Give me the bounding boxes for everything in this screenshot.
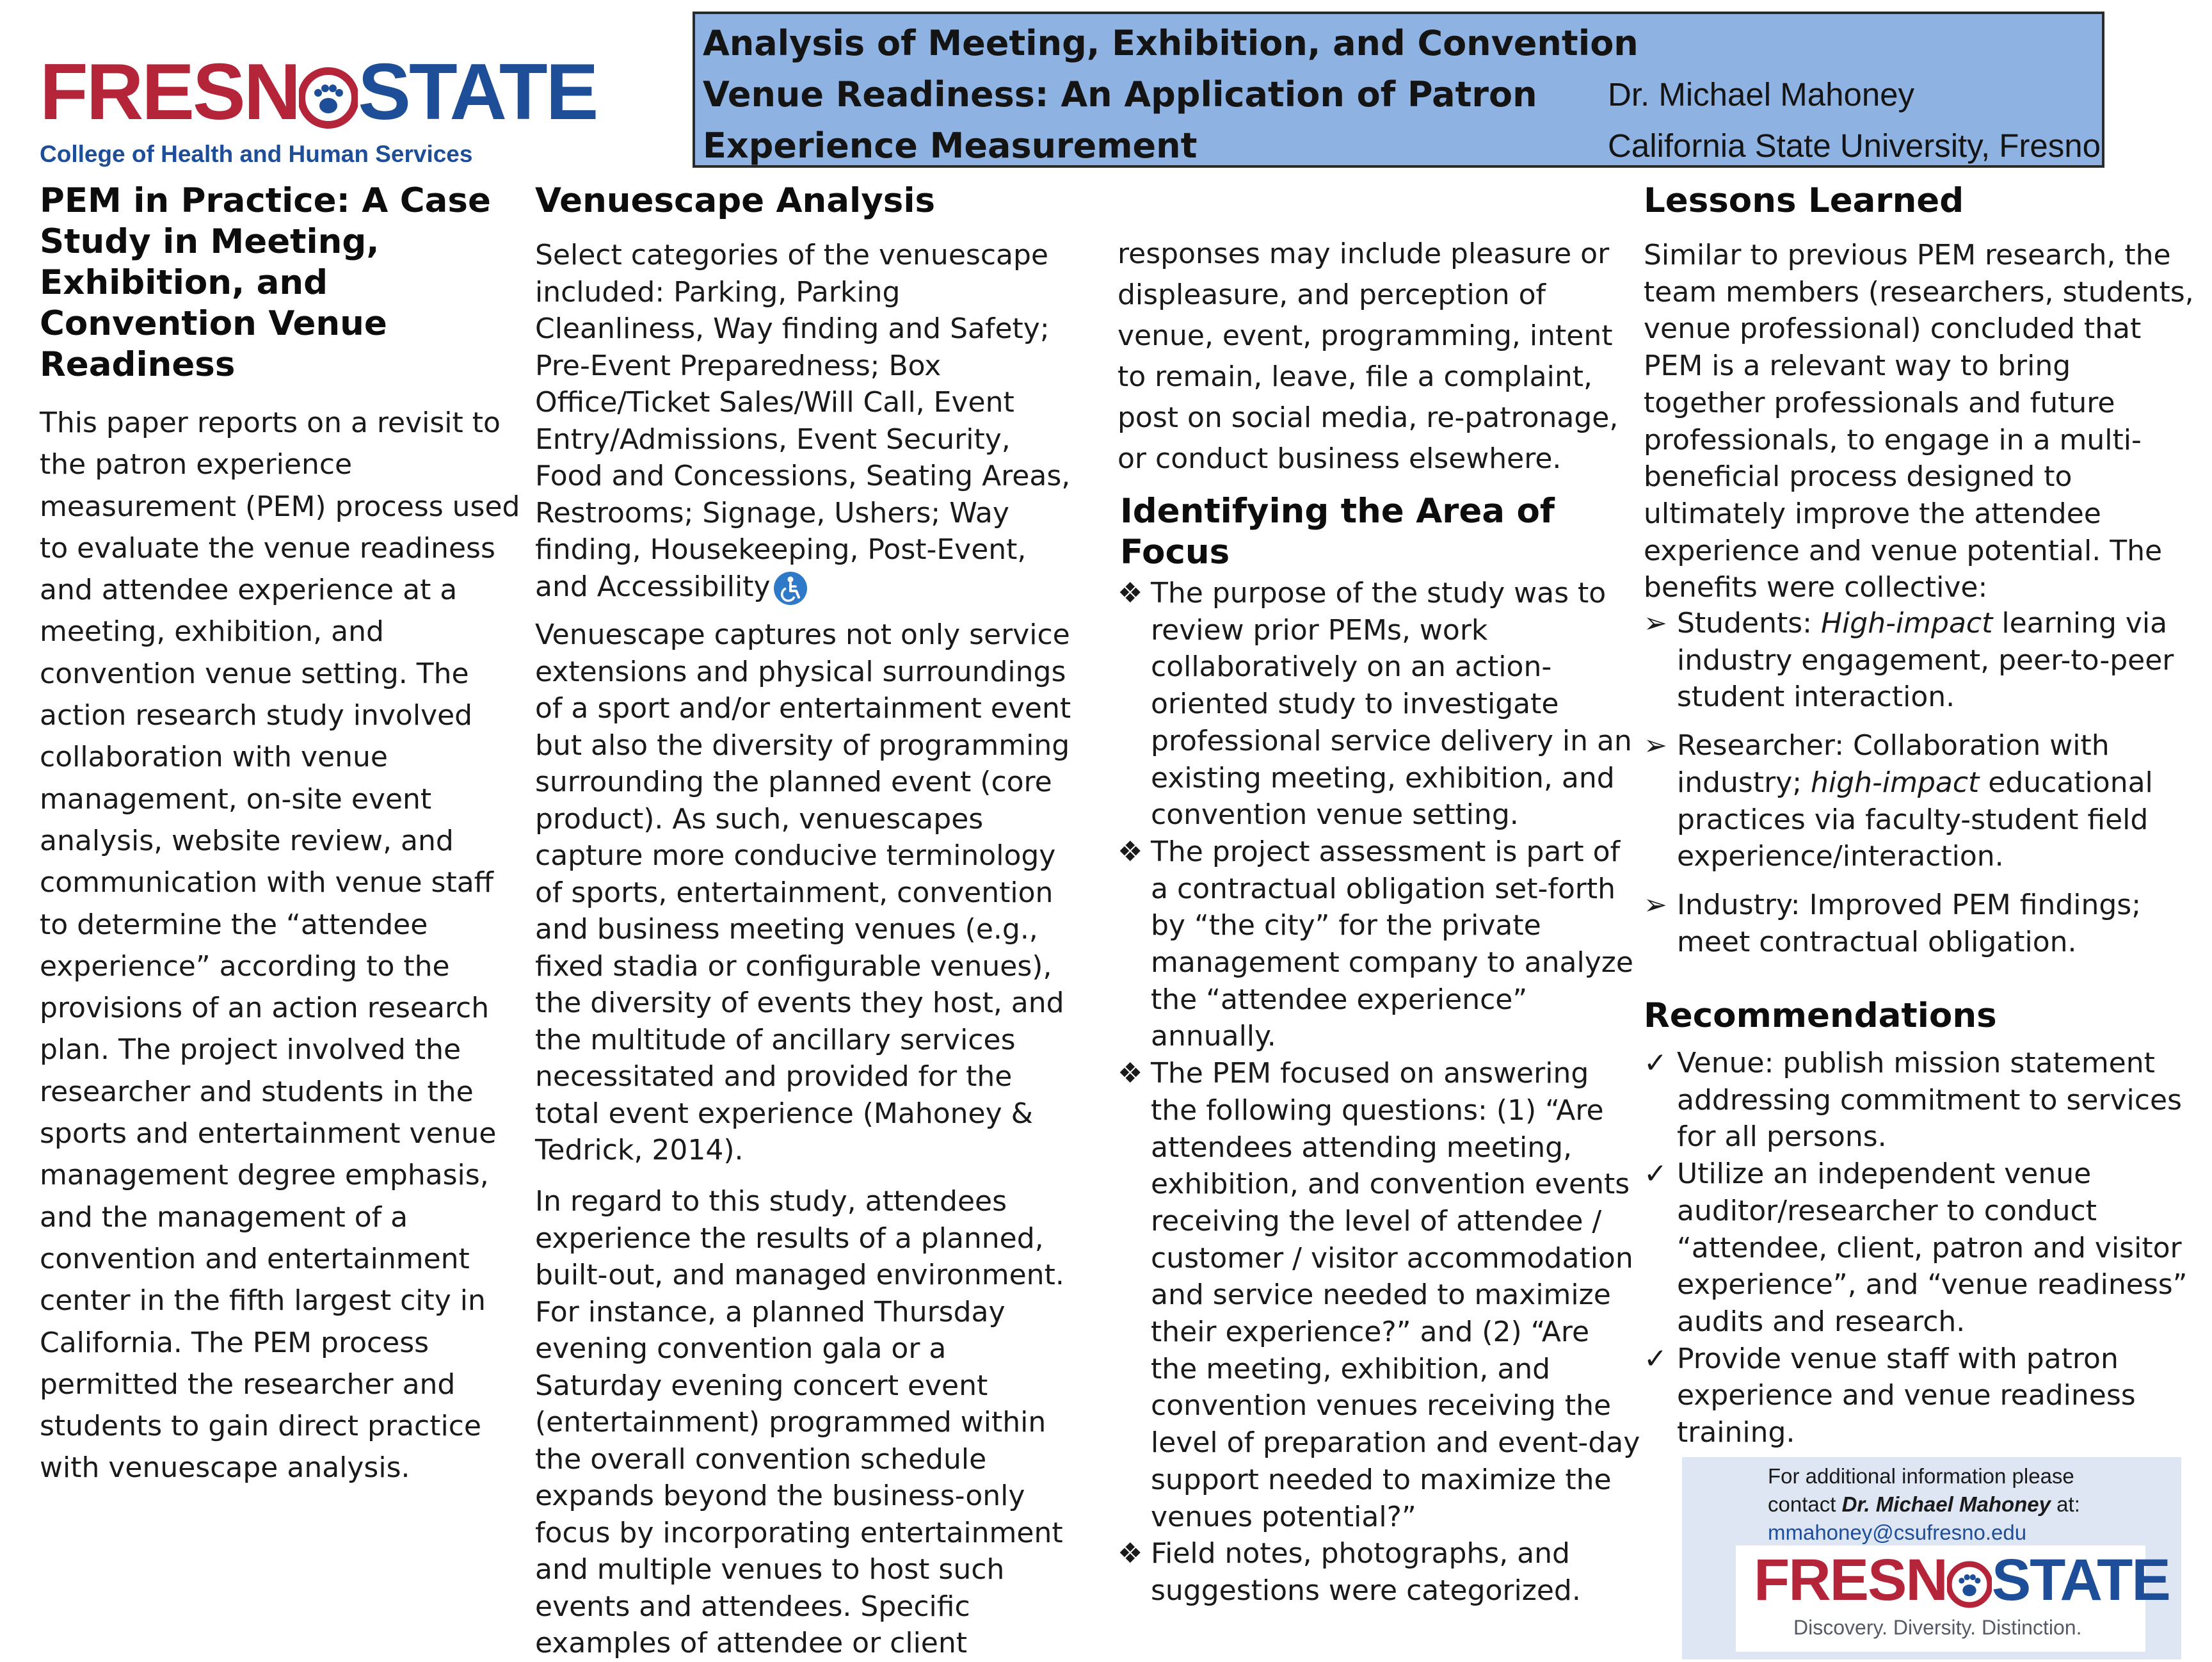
contact-line: contact Dr. Michael Mahoney at: — [1768, 1492, 2080, 1516]
list-item: ➢ Students: High-impact learning via industry engagement, peer-to-peer student interaction. — [1644, 605, 2194, 716]
focus-list — [1118, 575, 1642, 1610]
logo-word-right: STATE — [358, 48, 597, 136]
paw-icon — [299, 66, 358, 130]
poster-title: Analysis of Meeting, Exhibition, and Convention Venue Readiness: An Application of Patron Experience Measurement — [703, 23, 1639, 166]
list-item: ❖ Field notes, photographs, and suggestions were categorized. — [1118, 1535, 1642, 1609]
contact-line: For additional information please — [1768, 1464, 2074, 1488]
arrow-bullet-icon: ➢ — [1644, 729, 1667, 762]
venuescape-categories: Select categories of the venuescape included: Parking, Parking Cleanliness, Way finding and Safety; Pre-Event Preparedness; Box Office/Ticket Sales/Will Call, Event Entry/Admissions, Event Security, Food and Concessions, Seating Areas, Restrooms; Signage, Ushers; Way finding, Housekeeping, Post-Event, and Accessibility — [535, 239, 1071, 603]
lessons-list — [1644, 605, 2194, 972]
arrow-bullet-icon: ➢ — [1644, 607, 1667, 640]
diamond-bullet-icon: ❖ — [1118, 835, 1143, 868]
list-item: ❖ The purpose of the study was to review prior PEMs, work collaboratively on an action-oriented study to investigate professional service delivery in an existing meeting, exhibition, and convention venue setting. — [1118, 575, 1642, 834]
logo-wordmark: FRESN STATE — [1754, 1547, 2170, 1613]
contact-name: Dr. Michael Mahoney — [1841, 1492, 2051, 1516]
arrow-bullet-icon: ➢ — [1644, 888, 1667, 921]
paw-icon — [1947, 1560, 1992, 1609]
venuescape-categories-text — [535, 237, 1073, 606]
checkmark-icon: ✓ — [1644, 1342, 1667, 1375]
section-heading-pem-in-practice: PEM in Practice: A Case Study in Meeting, Exhibition, and Convention Venue Readiness — [40, 181, 491, 384]
list-item: ❖ The PEM focused on answering the following questions: (1) “Are attendees attending meeting, exhibition, and convention events receiving the level of attendee / customer / visitor accommodation and service needed to maximize their experience?” and (2) “Are the meeting, exhibition, and convention venues receiving the level of preparation and event-day support needed to maximize the venues potential?” — [1118, 1055, 1642, 1535]
accessibility-icon — [773, 571, 808, 606]
author-affiliation: California State University, Fresno — [1608, 127, 2101, 164]
recommendations-list — [1644, 1045, 2194, 1451]
venuescape-definition-text: Venuescape captures not only service extensions and physical surroundings of a sport and/or entertainment event but also the diversity of programming surrounding the planned event (core product). As such, venuescapes capture more conducive terminology of sports, entertainment, convention and business meeting venues (e.g., fixed stadia or configurable venues), the diversity of events they host, and the multitude of ancillary services necessitated and provided for the total event experience (Mahoney & Tedrick, 2014). — [535, 618, 1071, 1166]
checkmark-icon: ✓ — [1644, 1047, 1667, 1079]
list-item: ❖ The project assessment is part of a contractual obligation set-forth by “the city” for the private management company to analyze the “attendee experience” annually. — [1118, 834, 1642, 1055]
checkmark-icon: ✓ — [1644, 1158, 1667, 1191]
contact-info — [1768, 1462, 2177, 1547]
pem-in-practice-text: This paper reports on a revisit to the patron experience measurement (PEM) process used to evaluate the venue readiness and attendee experience at a meeting, exhibition, and convention venue setting. The action research study involved collaboration with venue management, on-site event analysis, website review, and communication with venue staff to determine the “attendee experience” according to the provisions of an action research plan. The project involved the researcher and students in the sports and entertainment venue management degree emphasis, and the management of a convention and entertainment center in the fifth largest city in California. The PEM process permitted the researcher and students to gain direct practice with venuescape analysis. — [40, 407, 520, 1485]
responses-continued-text: responses may include pleasure or displeasure, and perception of venue, event, programming, intent to remain, leave, file a complaint, post on social media, re-patronage, or conduct business elsewhere. — [1118, 238, 1619, 475]
list-item: ➢ Researcher: Collaboration with industry; high-impact educational practices via faculty-student field experience/interaction. — [1644, 727, 2194, 875]
section-heading-lessons-learned: Lessons Learned — [1644, 181, 1964, 220]
logo-wordmark — [40, 48, 597, 136]
logo-tagline: Discovery. Diversity. Distinction. — [1793, 1616, 2082, 1639]
contact-email-link[interactable]: mmahoney@csufresno.edu — [1768, 1521, 2027, 1544]
list-item: ✓ Venue: publish mission statement addressing commitment to services for all persons. — [1644, 1045, 2194, 1156]
study-context-text: In regard to this study, attendees experience the results of a planned, built-out, and managed environment. For instance, a planned Thursday evening convention gala or a Saturday evening concert event (entertainment) programmed within the overall convention schedule expands beyond the business-only focus by incorporating entertainment and multiple venues to host such events and attendees. Specific examples of attendee or client — [535, 1185, 1064, 1659]
diamond-bullet-icon: ❖ — [1118, 1537, 1143, 1570]
list-item: ➢ Industry: Improved PEM findings; meet contractual obligation. — [1644, 887, 2194, 960]
fresno-state-logo — [40, 48, 597, 168]
diamond-bullet-icon: ❖ — [1118, 577, 1143, 609]
section-heading-recommendations: Recommendations — [1644, 996, 1997, 1035]
list-item: ✓ Provide venue staff with patron experience and venue readiness training. — [1644, 1341, 2194, 1451]
list-item: ✓ Utilize an independent venue auditor/researcher to conduct “attendee, client, patron and visitor experience”, and “venue readiness” audits and research. — [1644, 1156, 2194, 1341]
diamond-bullet-icon: ❖ — [1118, 1057, 1143, 1090]
fresno-state-logo-bottom — [1736, 1545, 2170, 1652]
author-block — [1608, 69, 2101, 172]
section-heading-venuescape: Venuescape Analysis — [535, 181, 936, 220]
lessons-intro-text: Similar to previous PEM research, the team members (researchers, students, venue professional) concluded that PEM is a relevant way to bring together professionals and future professionals, to engage in a multi-beneficial process designed to ultimately improve the attendee experience and venue potential. The benefits were collective: — [1644, 239, 2194, 604]
author-name: Dr. Michael Mahoney — [1608, 76, 1915, 113]
college-name: College of Health and Human Services — [40, 141, 473, 167]
section-heading-area-of-focus: Identifying the Area of Focus — [1120, 492, 1555, 572]
logo-word-left: FRESN — [40, 48, 300, 136]
